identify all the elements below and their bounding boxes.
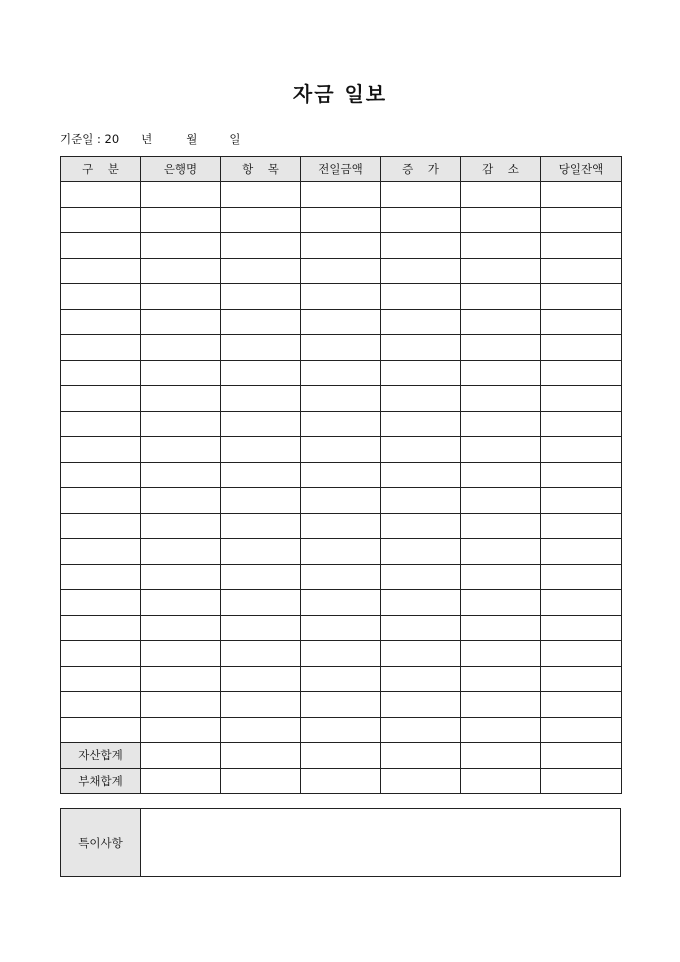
- table-cell[interactable]: [221, 513, 301, 539]
- table-cell[interactable]: [221, 411, 301, 437]
- table-cell[interactable]: [541, 335, 622, 361]
- table-cell[interactable]: [301, 437, 381, 463]
- table-cell[interactable]: [301, 411, 381, 437]
- table-cell[interactable]: [461, 411, 541, 437]
- table-cell[interactable]: [541, 641, 622, 667]
- table-cell[interactable]: [141, 615, 221, 641]
- table-cell[interactable]: [541, 258, 622, 284]
- table-cell[interactable]: [61, 411, 141, 437]
- table-cell[interactable]: [381, 743, 461, 769]
- table-cell[interactable]: [301, 615, 381, 641]
- table-cell[interactable]: [221, 641, 301, 667]
- table-row: [61, 590, 622, 616]
- table-cell[interactable]: [141, 207, 221, 233]
- table-cell[interactable]: [61, 335, 141, 361]
- table-cell[interactable]: [541, 462, 622, 488]
- table-cell[interactable]: [141, 513, 221, 539]
- table-cell[interactable]: [541, 182, 622, 208]
- table-cell[interactable]: [221, 360, 301, 386]
- table-cell[interactable]: [461, 488, 541, 514]
- table-cell[interactable]: [381, 539, 461, 565]
- table-cell[interactable]: [221, 258, 301, 284]
- table-cell[interactable]: [301, 284, 381, 310]
- table-row: [61, 641, 622, 667]
- table-cell[interactable]: [461, 360, 541, 386]
- table-cell[interactable]: [141, 335, 221, 361]
- header-current-balance: 당일잔액: [541, 157, 622, 182]
- table-cell[interactable]: [61, 564, 141, 590]
- table-cell[interactable]: [301, 309, 381, 335]
- table-cell[interactable]: [541, 513, 622, 539]
- table-cell[interactable]: [61, 207, 141, 233]
- table-cell[interactable]: [541, 309, 622, 335]
- table-cell[interactable]: [381, 258, 461, 284]
- notes-table: [60, 808, 621, 877]
- table-cell[interactable]: [301, 768, 381, 794]
- table-cell[interactable]: [61, 182, 141, 208]
- table-cell[interactable]: [461, 207, 541, 233]
- table-cell[interactable]: [381, 513, 461, 539]
- table-cell[interactable]: [541, 284, 622, 310]
- table-cell[interactable]: [221, 284, 301, 310]
- summary-row-assets: [61, 743, 622, 769]
- table-cell[interactable]: [301, 666, 381, 692]
- table-row: [61, 207, 622, 233]
- table-cell[interactable]: [381, 182, 461, 208]
- table-cell[interactable]: [61, 258, 141, 284]
- table-cell[interactable]: [381, 564, 461, 590]
- table-cell[interactable]: [301, 360, 381, 386]
- table-cell[interactable]: [61, 590, 141, 616]
- table-row: [61, 335, 622, 361]
- table-cell[interactable]: [61, 513, 141, 539]
- table-row: [61, 692, 622, 718]
- table-cell[interactable]: [221, 590, 301, 616]
- table-cell[interactable]: [541, 717, 622, 743]
- header-previous-amount: 전일금액: [301, 157, 381, 182]
- header-category: 구 분: [61, 157, 141, 182]
- table-cell[interactable]: [301, 182, 381, 208]
- table-row: [61, 182, 622, 208]
- table-cell[interactable]: [61, 615, 141, 641]
- table-cell[interactable]: [301, 743, 381, 769]
- table-cell[interactable]: [141, 386, 221, 412]
- table-cell[interactable]: [221, 386, 301, 412]
- table-row: [61, 437, 622, 463]
- table-cell[interactable]: [461, 309, 541, 335]
- table-cell[interactable]: [141, 360, 221, 386]
- page-title: 자금 일보: [292, 82, 388, 106]
- table-cell[interactable]: [461, 590, 541, 616]
- table-cell[interactable]: [221, 233, 301, 259]
- table-cell[interactable]: [541, 360, 622, 386]
- table-cell[interactable]: [301, 488, 381, 514]
- table-cell[interactable]: [461, 692, 541, 718]
- table-cell[interactable]: [301, 462, 381, 488]
- table-cell[interactable]: [221, 437, 301, 463]
- table-cell[interactable]: [221, 615, 301, 641]
- table-cell[interactable]: [541, 615, 622, 641]
- table-cell[interactable]: [301, 207, 381, 233]
- notes-label: 특이사항: [61, 809, 141, 877]
- table-cell[interactable]: [141, 768, 221, 794]
- table-cell[interactable]: [141, 539, 221, 565]
- table-cell[interactable]: [61, 539, 141, 565]
- table-row: [61, 258, 622, 284]
- table-cell[interactable]: [221, 768, 301, 794]
- table-cell[interactable]: [301, 513, 381, 539]
- table-row: [61, 284, 622, 310]
- table-row: [61, 717, 622, 743]
- header-increase: 증 가: [381, 157, 461, 182]
- table-cell[interactable]: [141, 641, 221, 667]
- table-cell[interactable]: [221, 666, 301, 692]
- table-cell[interactable]: [541, 411, 622, 437]
- table-cell[interactable]: [221, 488, 301, 514]
- table-cell[interactable]: [381, 284, 461, 310]
- notes-row: [61, 809, 621, 877]
- table-cell[interactable]: [461, 743, 541, 769]
- table-cell[interactable]: [301, 233, 381, 259]
- table-cell[interactable]: [541, 768, 622, 794]
- table-cell[interactable]: [381, 411, 461, 437]
- table-cell[interactable]: [141, 309, 221, 335]
- table-cell[interactable]: [461, 284, 541, 310]
- table-cell[interactable]: [141, 692, 221, 718]
- table-cell[interactable]: [61, 692, 141, 718]
- table-cell[interactable]: [381, 462, 461, 488]
- table-cell[interactable]: [381, 692, 461, 718]
- table-cell[interactable]: [461, 539, 541, 565]
- table-cell[interactable]: [541, 666, 622, 692]
- table-cell[interactable]: [461, 462, 541, 488]
- table-cell[interactable]: [141, 743, 221, 769]
- table-cell[interactable]: [461, 335, 541, 361]
- ledger-body: [61, 182, 622, 794]
- table-cell[interactable]: [141, 488, 221, 514]
- table-cell[interactable]: [381, 590, 461, 616]
- table-cell[interactable]: [541, 233, 622, 259]
- reference-date: [60, 131, 240, 147]
- table-cell[interactable]: [541, 539, 622, 565]
- table-cell[interactable]: [141, 590, 221, 616]
- table-row: [61, 386, 622, 412]
- table-cell[interactable]: [141, 411, 221, 437]
- table-cell[interactable]: [61, 437, 141, 463]
- table-cell[interactable]: [141, 717, 221, 743]
- table-cell[interactable]: [141, 437, 221, 463]
- table-cell[interactable]: [141, 284, 221, 310]
- month-label: 월: [186, 132, 198, 146]
- table-cell[interactable]: [381, 386, 461, 412]
- table-cell[interactable]: [61, 233, 141, 259]
- notes-field[interactable]: [141, 809, 621, 877]
- table-cell[interactable]: [61, 462, 141, 488]
- table-cell[interactable]: [541, 386, 622, 412]
- table-cell[interactable]: [381, 641, 461, 667]
- fund-ledger-table: [60, 156, 622, 794]
- table-cell[interactable]: [301, 335, 381, 361]
- table-cell[interactable]: [381, 360, 461, 386]
- header-decrease: 감 소: [461, 157, 541, 182]
- table-cell[interactable]: [141, 258, 221, 284]
- table-cell[interactable]: [461, 437, 541, 463]
- table-cell[interactable]: [221, 182, 301, 208]
- table-cell[interactable]: [461, 386, 541, 412]
- table-cell[interactable]: [541, 743, 622, 769]
- table-cell[interactable]: [61, 666, 141, 692]
- table-cell[interactable]: [221, 335, 301, 361]
- table-cell[interactable]: [381, 309, 461, 335]
- table-cell[interactable]: [381, 437, 461, 463]
- table-cell[interactable]: [461, 233, 541, 259]
- table-cell[interactable]: [461, 717, 541, 743]
- table-cell[interactable]: [141, 564, 221, 590]
- table-cell[interactable]: [301, 590, 381, 616]
- table-cell[interactable]: [221, 462, 301, 488]
- table-cell[interactable]: [61, 641, 141, 667]
- table-cell[interactable]: [61, 284, 141, 310]
- table-cell[interactable]: [381, 666, 461, 692]
- summary-label-assets: 자산합계: [61, 743, 141, 769]
- table-cell[interactable]: [301, 564, 381, 590]
- table-cell[interactable]: [61, 309, 141, 335]
- table-row: [61, 488, 622, 514]
- table-cell[interactable]: [221, 309, 301, 335]
- table-cell[interactable]: [61, 386, 141, 412]
- table-cell[interactable]: [221, 564, 301, 590]
- table-cell[interactable]: [381, 615, 461, 641]
- table-cell[interactable]: [461, 641, 541, 667]
- table-row: [61, 360, 622, 386]
- summary-row-liabilities: [61, 768, 622, 794]
- table-cell[interactable]: [541, 207, 622, 233]
- table-cell[interactable]: [301, 539, 381, 565]
- table-cell[interactable]: [301, 717, 381, 743]
- table-row: [61, 233, 622, 259]
- table-cell[interactable]: [541, 590, 622, 616]
- day-label: 일: [229, 132, 241, 146]
- table-cell[interactable]: [541, 488, 622, 514]
- table-cell[interactable]: [541, 692, 622, 718]
- table-header-row: [61, 157, 622, 182]
- table-row: [61, 539, 622, 565]
- table-cell[interactable]: [541, 437, 622, 463]
- table-row: [61, 513, 622, 539]
- table-cell[interactable]: [141, 182, 221, 208]
- header-item: 항 목: [221, 157, 301, 182]
- table-cell[interactable]: [301, 386, 381, 412]
- table-row: [61, 462, 622, 488]
- table-row: [61, 666, 622, 692]
- table-cell[interactable]: [141, 462, 221, 488]
- table-cell[interactable]: [141, 666, 221, 692]
- table-cell[interactable]: [461, 615, 541, 641]
- table-cell[interactable]: [61, 488, 141, 514]
- table-cell[interactable]: [221, 717, 301, 743]
- table-cell[interactable]: [301, 692, 381, 718]
- table-cell[interactable]: [301, 641, 381, 667]
- table-row: [61, 564, 622, 590]
- table-cell[interactable]: [61, 360, 141, 386]
- table-cell[interactable]: [141, 233, 221, 259]
- table-cell[interactable]: [461, 258, 541, 284]
- table-cell[interactable]: [461, 564, 541, 590]
- table-cell[interactable]: [221, 743, 301, 769]
- table-cell[interactable]: [221, 539, 301, 565]
- table-cell[interactable]: [221, 692, 301, 718]
- table-cell[interactable]: [381, 233, 461, 259]
- table-cell[interactable]: [221, 207, 301, 233]
- table-cell[interactable]: [381, 717, 461, 743]
- table-cell[interactable]: [381, 335, 461, 361]
- table-cell[interactable]: [461, 182, 541, 208]
- table-cell[interactable]: [461, 768, 541, 794]
- table-cell[interactable]: [61, 717, 141, 743]
- reference-date-label: 기준일 : 20: [60, 132, 120, 146]
- summary-label-liabilities: 부채합계: [61, 768, 141, 794]
- header-bank-name: 은행명: [141, 157, 221, 182]
- table-cell[interactable]: [381, 207, 461, 233]
- table-cell[interactable]: [541, 564, 622, 590]
- table-cell[interactable]: [461, 666, 541, 692]
- table-cell[interactable]: [381, 768, 461, 794]
- year-label: 년: [141, 132, 153, 146]
- table-row: [61, 411, 622, 437]
- table-row: [61, 615, 622, 641]
- table-row: [61, 309, 622, 335]
- table-cell[interactable]: [301, 258, 381, 284]
- table-cell[interactable]: [381, 488, 461, 514]
- table-cell[interactable]: [461, 513, 541, 539]
